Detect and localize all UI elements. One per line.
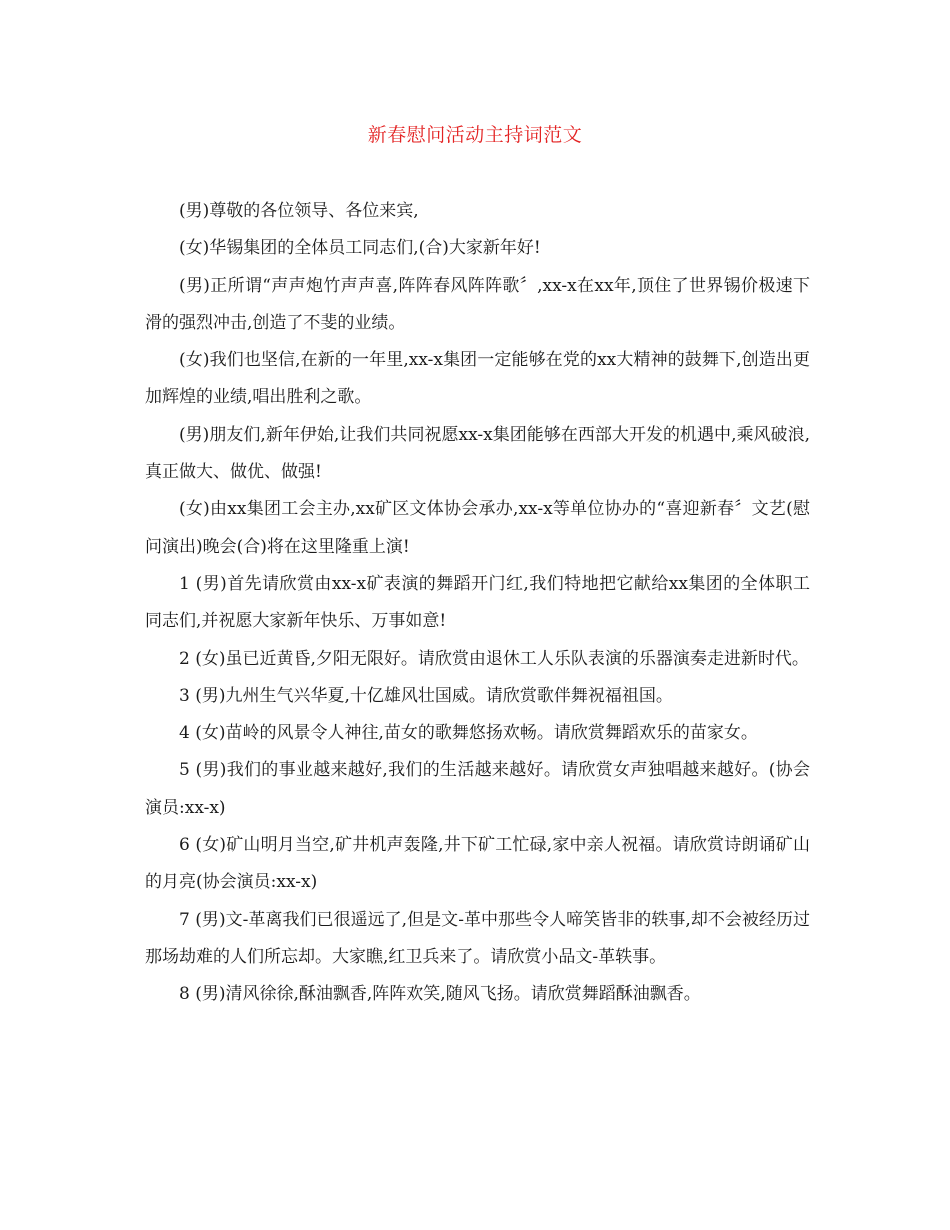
paragraph-intro-2: (女)我们也坚信,在新的一年里,xx-x集团一定能够在党的xx大精神的鼓舞下,创造出更加辉煌的业绩,唱出胜利之歌。 [145,350,810,408]
paragraph-intro-1: (男)正所谓“声声炮竹声声喜,阵阵春风阵阵歌〞,xx-x在xx年,顶住了世界锡价极速下滑的强烈冲击,创造了不斐的业绩。 [145,275,810,333]
paragraph-greeting-2: (女)华锡集团的全体员工同志们,(合)大家新年好! [179,238,541,259]
paragraph-program-8: 8 (男)清风徐徐,酥油飘香,阵阵欢笑,随风飞扬。请欣赏舞蹈酥油飘香。 [179,984,701,1005]
paragraph-program-5: 5 (男)我们的事业越来越好,我们的生活越来越好。请欣赏女声独唱越来越好。(协会演员:xx-x) [145,760,810,818]
document-title: 新春慰问活动主持词范文 [367,124,583,146]
paragraph-greeting-1: (男)尊敬的各位领导、各位来宾, [179,201,419,221]
paragraph-program-3: 3 (男)九州生气兴华夏,十亿雄风壮国威。请欣赏歌伴舞祝福祖国。 [179,685,673,706]
paragraph-program-1: 1 (男)首先请欣赏由xx-x矿表演的舞蹈开门红,我们特地把它献给xx集团的全体职工同志们,并祝愿大家新年快乐、万事如意! [145,573,810,632]
paragraph-program-4: 4 (女)苗岭的风景令人神往,苗女的歌舞悠扬欢畅。请欣赏舞蹈欢乐的苗家女。 [179,723,758,744]
paragraph-intro-3: (男)朋友们,新年伊始,让我们共同祝愿xx-x集团能够在西部大开发的机遇中,乘风破浪,真正做大、做优、做强! [145,424,810,483]
paragraph-program-2: 2 (女)虽已近黄昏,夕阳无限好。请欣赏由退休工人乐队表演的乐器演奏走进新时代。 [179,648,809,669]
document-body [145,193,810,1014]
paragraph-program-7: 7 (男)文-革离我们已很遥远了,但是文-革中那些令人啼笑皆非的轶事,却不会被经历过那场劫难的人们所忘却。大家瞧,红卫兵来了。请欣赏小品文-革轶事。 [145,909,810,967]
paragraph-intro-4: (女)由xx集团工会主办,xx矿区文体协会承办,xx-x等单位协办的“喜迎新春〞文艺(慰问演出)晚会(合)将在这里隆重上演! [145,499,810,557]
paragraph-program-6: 6 (女)矿山明月当空,矿井机声轰隆,井下矿工忙碌,家中亲人祝福。请欣赏诗朗诵矿山的月亮(协会演员:xx-x) [145,835,810,893]
